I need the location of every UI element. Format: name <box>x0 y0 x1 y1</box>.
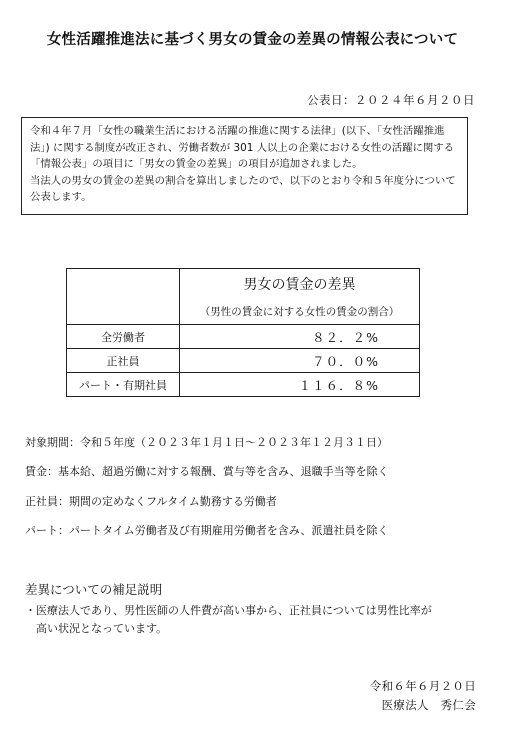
table-row <box>67 373 420 397</box>
supplement-line-1: ・医療法人であり、男性医師の人件費が高い事から、正社員については男性比率が <box>25 604 432 617</box>
footer-date: 令和６年６月２０日 <box>369 679 476 693</box>
row-category: パート・有期社員 <box>67 373 180 397</box>
row-value: ７０．０% <box>180 349 420 373</box>
row-value: １１６．８% <box>180 373 420 397</box>
row-category: 全労働者 <box>67 325 180 349</box>
document-title: 女性活躍推進法に基づく男女の賃金の差異の情報公表について <box>46 32 459 48</box>
publish-date: 公表日：２０２４年６月２０日 <box>307 93 475 107</box>
footer-organization: 医療法人 秀仁会 <box>381 698 476 712</box>
notice-paragraph-1: 令和４年７月「女性の職業生活における活躍の推進に関する法律」(以下、「女性活躍推進法」) に関する制度が改正され、労働者数が 301 人以上の企業における女性の活躍に関する「情報公表」の項目に「男女の賃金の差異」の項目が追加されました。 <box>30 125 455 170</box>
row-category: 正社員 <box>67 349 180 373</box>
table-corner-cell <box>67 269 180 325</box>
table-header-main: 男女の賃金の差異 <box>243 277 356 293</box>
table-header-sub: （男性の賃金に対する女性の賃金の割合） <box>199 306 400 318</box>
supplement-line-2: 高い状況となっています。 <box>36 622 168 635</box>
note-regular: 正社員：期間の定めなくフルタイム勤務する労働者 <box>25 495 277 508</box>
note-period: 対象期間：令和５年度（２０２３年１月１日～２０２３年１２月３１日） <box>25 436 388 449</box>
note-wage: 賃金：基本給、超過労働に対する報酬、賞与等を含み、退職手当等を除く <box>25 465 389 478</box>
table-row <box>67 349 420 373</box>
row-value: ８２．２% <box>180 325 420 349</box>
supplement-body <box>25 602 475 638</box>
note-part: パート：パートタイム労働者及び有期雇用労働者を含み、派遣社員を除く <box>25 524 389 537</box>
table-header-cell <box>180 269 420 325</box>
table-header-row <box>67 269 420 325</box>
wage-gap-table <box>66 268 420 397</box>
supplement-heading: 差異についての補足説明 <box>25 582 163 597</box>
table-row <box>67 325 420 349</box>
notice-paragraph-2: 当法人の男女の賃金の差異の割合を算出しましたので、以下のとおり令和５年度分について公表します。 <box>30 174 456 203</box>
notice-box <box>21 117 468 215</box>
